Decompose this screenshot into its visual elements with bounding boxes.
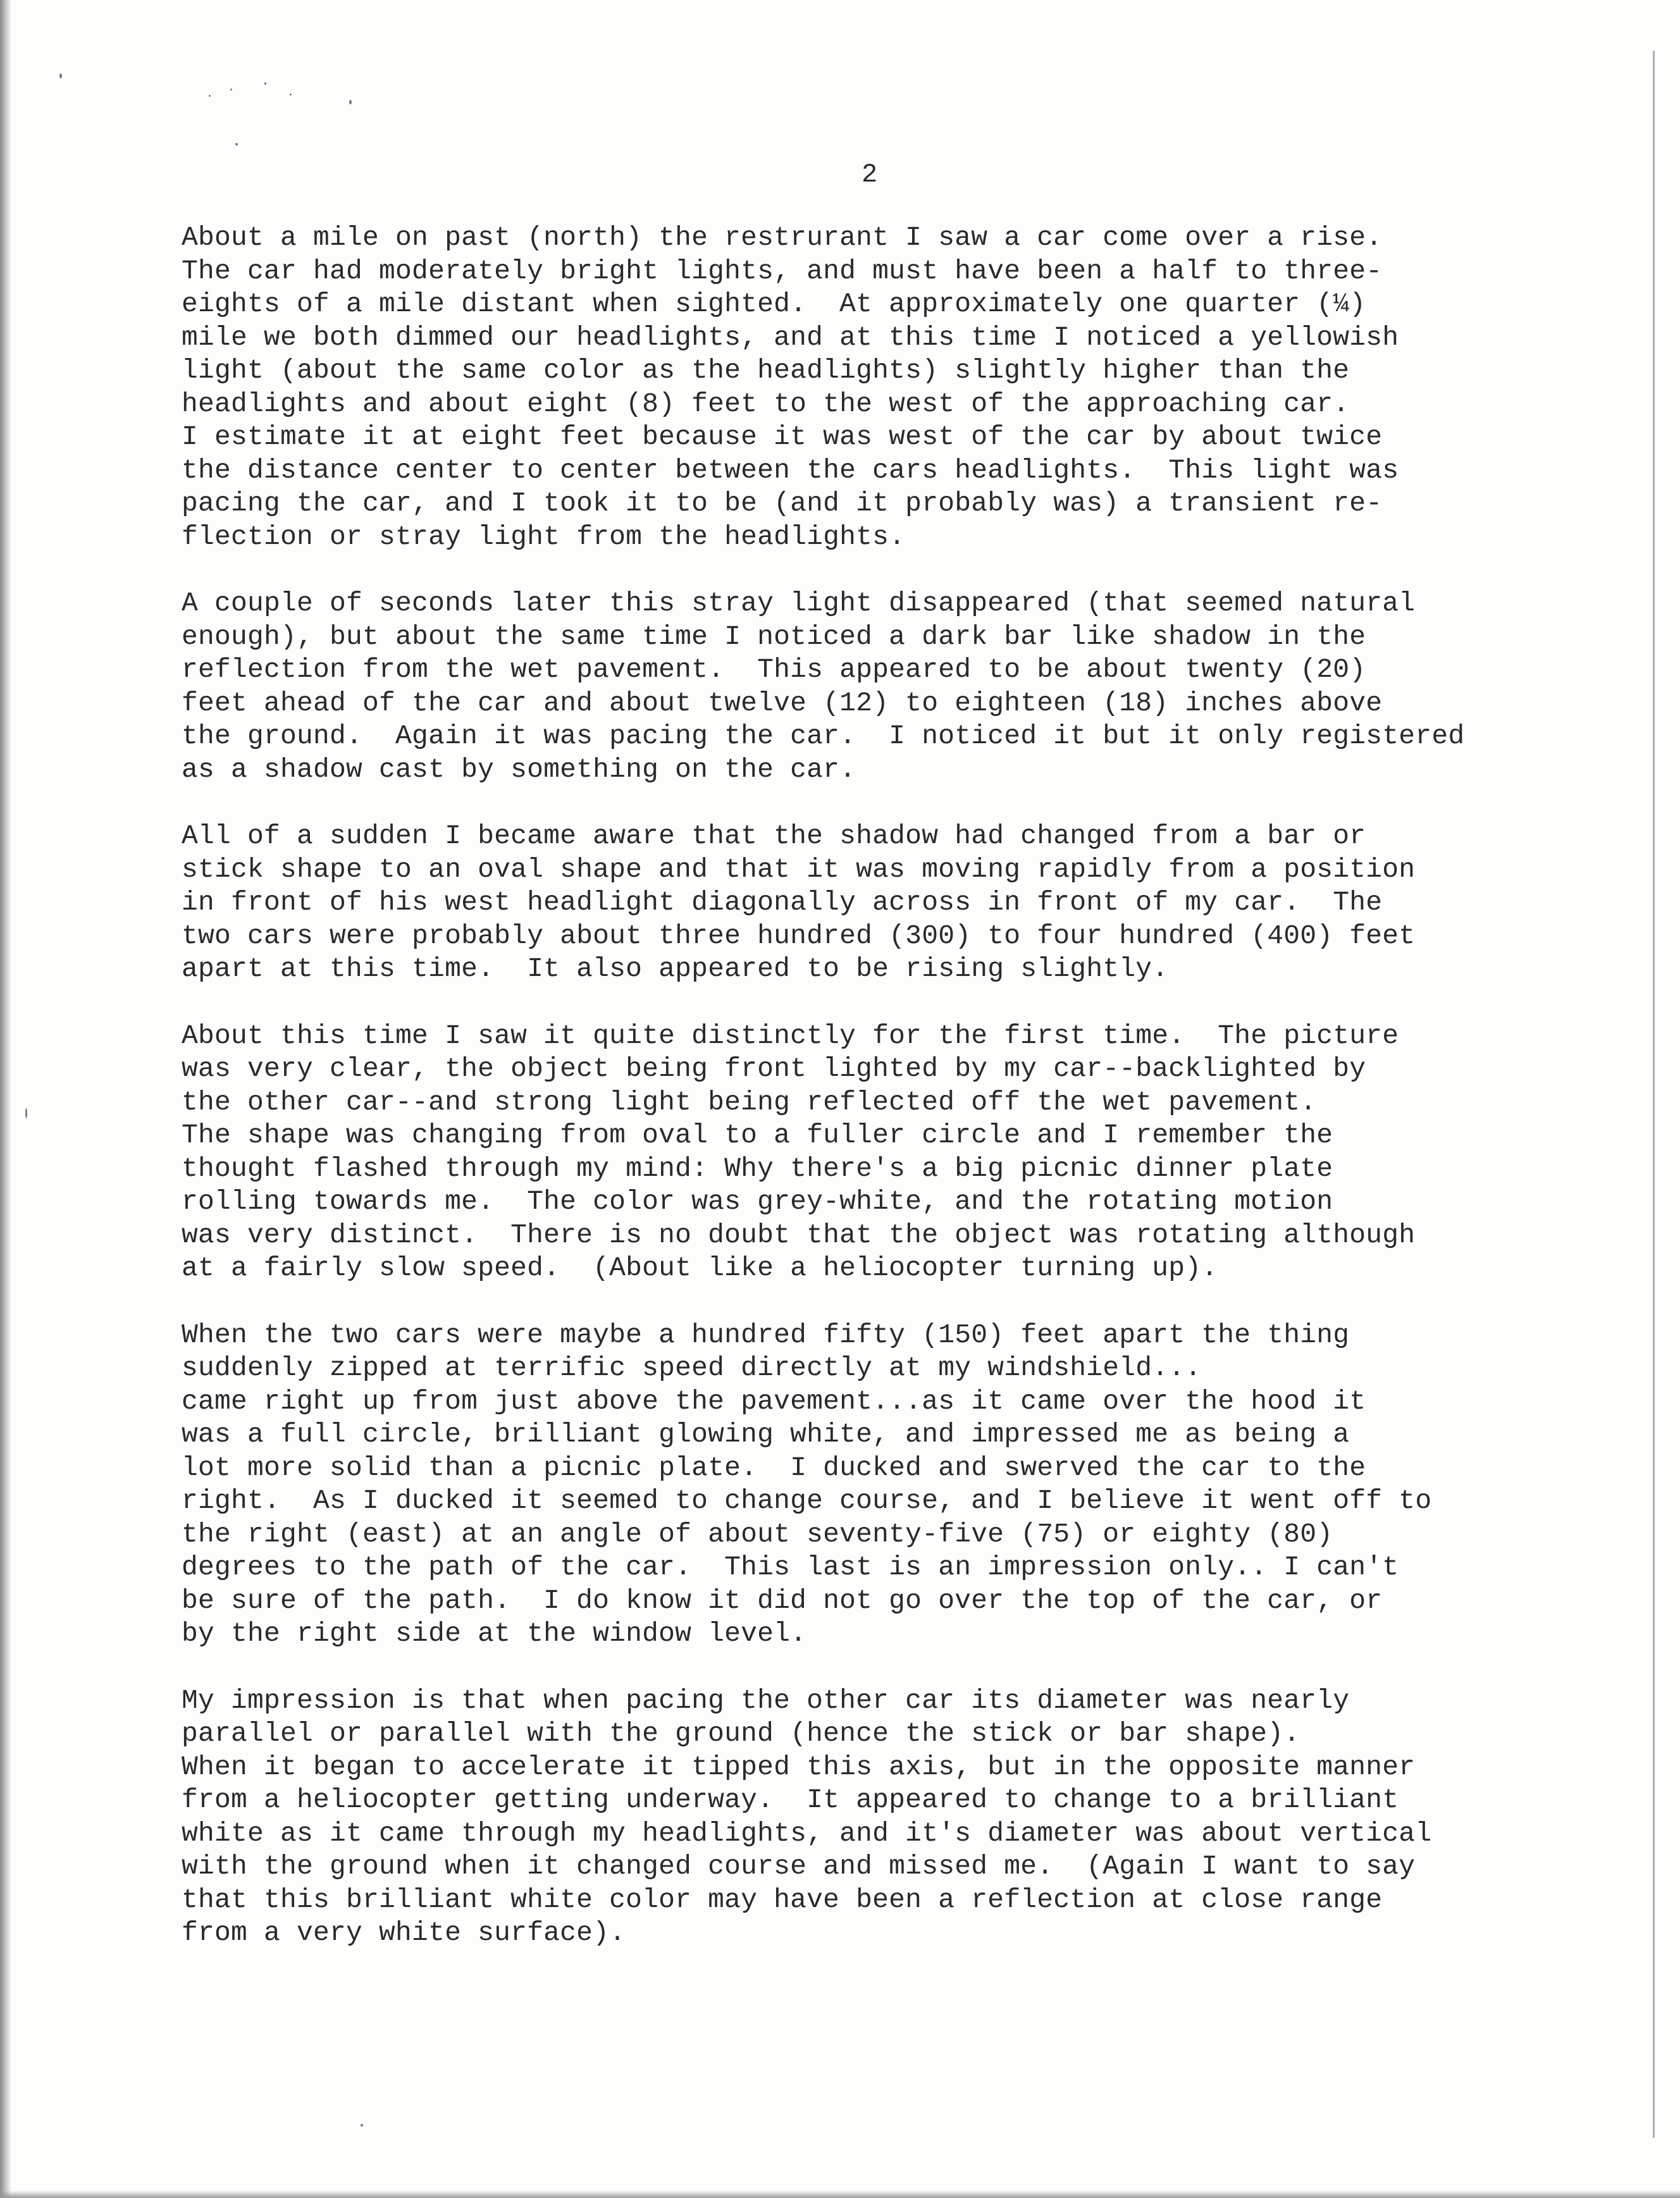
scan-speck: [264, 82, 266, 85]
text-line: from a heliocopter getting underway. It appeared to change to a brilliant: [182, 1784, 1399, 1815]
page-number: 2: [862, 159, 878, 190]
scan-speck: [209, 95, 211, 97]
text-line: A couple of seconds later this stray light disappeared (that seemed natural: [182, 588, 1416, 619]
text-line: degrees to the path of the car. This last is an impression only.. I can't: [182, 1552, 1399, 1583]
text-line: right. As I ducked it seemed to change course, and I believe it went off to: [182, 1485, 1432, 1516]
scan-speck: [230, 89, 232, 90]
paragraph-1: [182, 221, 1655, 553]
text-line: apart at this time. It also appeared to be rising slightly.: [182, 953, 1169, 984]
text-line: About this time I saw it quite distinctly for the first time. The picture: [182, 1020, 1399, 1051]
text-line: with the ground when it changed course and missed me. (Again I want to say: [182, 1851, 1416, 1882]
text-line: feet ahead of the car and about twelve (12) to eighteen (18) inches above: [182, 687, 1383, 719]
text-line: the distance center to center between the cars headlights. This light was: [182, 454, 1399, 486]
text-line: the other car--and strong light being reflected off the wet pavement.: [182, 1086, 1317, 1118]
paragraph-4: [182, 1020, 1655, 1285]
text-line: suddenly zipped at terrific speed directly at my windshield...: [182, 1352, 1202, 1383]
text-line: be sure of the path. I do know it did not go over the top of the car, or: [182, 1584, 1383, 1616]
text-line: The shape was changing from oval to a fuller circle and I remember the: [182, 1120, 1333, 1151]
scan-speck: [235, 143, 238, 145]
paragraph-5: [182, 1319, 1655, 1651]
text-line: When it began to accelerate it tipped this axis, but in the opposite manner: [182, 1751, 1416, 1782]
scan-bottom-edge: [0, 2190, 1680, 2198]
text-line: two cars were probably about three hundred (300) to four hundred (400) feet: [182, 920, 1416, 951]
scan-speck: [349, 100, 352, 104]
text-line: enough), but about the same time I noticed a dark bar like shadow in the: [182, 621, 1366, 652]
text-line: About a mile on past (north) the restrurant I saw a car come over a rise.: [182, 222, 1383, 253]
scan-left-edge: [0, 0, 11, 2198]
text-line: came right up from just above the pavement...as it came over the hood it: [182, 1385, 1366, 1417]
text-line: mile we both dimmed our headlights, and at this time I noticed a yellowish: [182, 321, 1399, 353]
scan-speck: [290, 94, 292, 96]
text-line: the ground. Again it was pacing the car. I noticed it but it only registered: [182, 720, 1465, 751]
text-line: reflection from the wet pavement. This appeared to be about twenty (20): [182, 654, 1366, 685]
text-line: When the two cars were maybe a hundred fifty (150) feet apart the thing: [182, 1319, 1350, 1350]
text-line: the right (east) at an angle of about seventy-five (75) or eighty (80): [182, 1518, 1333, 1550]
text-line: lot more solid than a picnic plate. I ducked and swerved the car to the: [182, 1452, 1366, 1483]
text-line: as a shadow cast by something on the car.: [182, 753, 856, 785]
paragraph-6: [182, 1684, 1655, 1950]
scan-speck: [361, 2124, 363, 2127]
text-line: rolling towards me. The color was grey-white, and the rotating motion: [182, 1186, 1333, 1217]
text-line: eights of a mile distant when sighted. At approximately one quarter (¼): [182, 288, 1366, 319]
text-line: I estimate it at eight feet because it was west of the car by about twice: [182, 421, 1383, 452]
text-line: was very clear, the object being front lighted by my car--backlighted by: [182, 1053, 1366, 1084]
text-line: was a full circle, brilliant glowing white, and impressed me as being a: [182, 1419, 1350, 1450]
text-line: thought flashed through my mind: Why there's a big picnic dinner plate: [182, 1152, 1333, 1184]
text-line: light (about the same color as the headlights) slightly higher than the: [182, 355, 1350, 386]
text-line: from a very white surface).: [182, 1917, 626, 1948]
text-line: at a fairly slow speed. (About like a heliocopter turning up).: [182, 1252, 1218, 1283]
letter-body: [182, 221, 1655, 1984]
text-line: white as it came through my headlights, and it's diameter was about vertical: [182, 1817, 1432, 1849]
text-line: was very distinct. There is no doubt that the object was rotating although: [182, 1219, 1416, 1250]
text-line: by the right side at the window level.: [182, 1618, 807, 1649]
text-line: flection or stray light from the headlights.: [182, 521, 906, 552]
paragraph-3: [182, 820, 1655, 986]
text-line: stick shape to an oval shape and that it was moving rapidly from a position: [182, 853, 1416, 885]
scan-speck: [59, 73, 62, 78]
text-line: parallel or parallel with the ground (hence the stick or bar shape).: [182, 1718, 1300, 1749]
text-line: pacing the car, and I took it to be (and it probably was) a transient re-: [182, 488, 1383, 519]
scan-speck: [25, 1108, 27, 1118]
text-line: All of a sudden I became aware that the shadow had changed from a bar or: [182, 820, 1366, 851]
text-line: headlights and about eight (8) feet to the west of the approaching car.: [182, 388, 1350, 419]
text-line: in front of his west headlight diagonally across in front of my car. The: [182, 887, 1383, 918]
paragraph-2: [182, 587, 1655, 786]
text-line: that this brilliant white color may have been a reflection at close range: [182, 1884, 1383, 1915]
text-line: The car had moderately bright lights, and must have been a half to three-: [182, 255, 1383, 287]
text-line: My impression is that when pacing the other car its diameter was nearly: [182, 1684, 1350, 1716]
